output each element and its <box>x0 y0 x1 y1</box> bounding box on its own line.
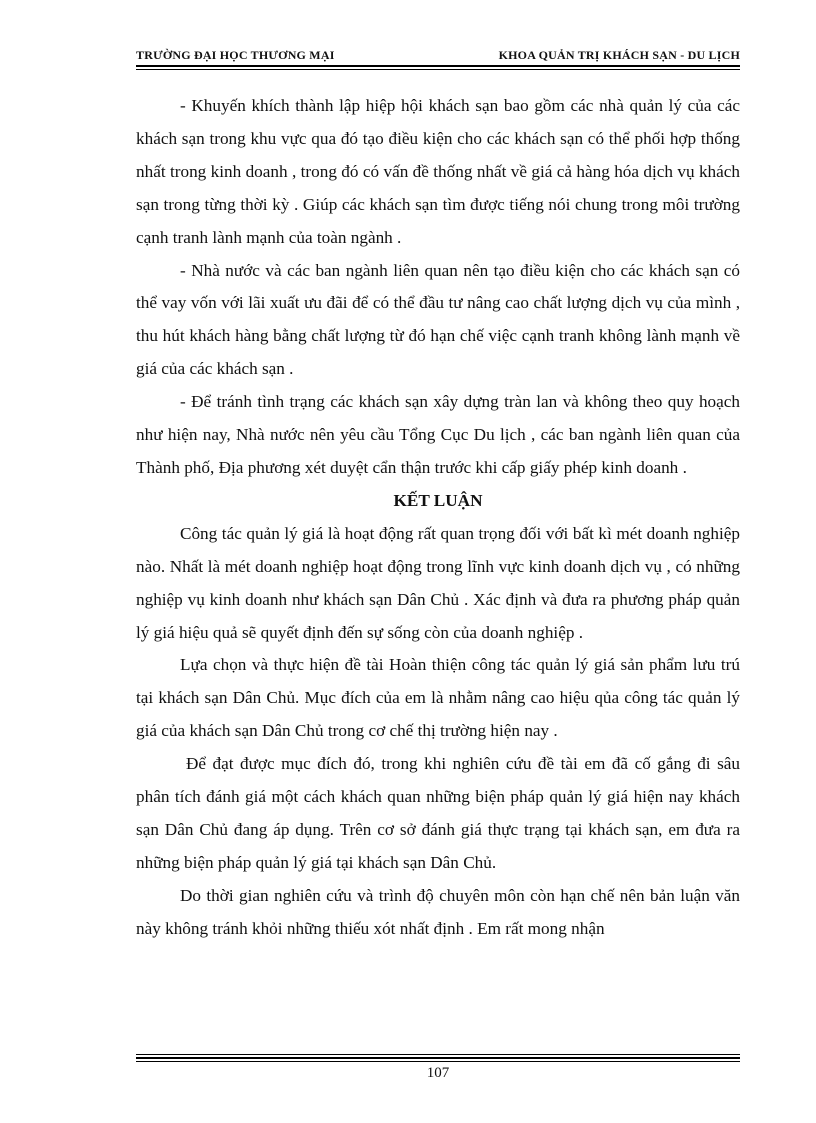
footer-rule-bottom <box>136 1061 740 1062</box>
page-header <box>136 48 740 66</box>
paragraph-state-loans: - Nhà nước và các ban ngành liên quan nên tạo điều kiện cho các khách sạn có thể vay vốn với lãi xuất ưu đãi để có thể đầu tư nâng cao chất lượng dịch vụ của mình , thu hút khách hàng bằng chất lượng từ đó hạn chế việc cạnh tranh không lành mạnh về giá của các khách sạn . <box>136 260 740 379</box>
paragraph-conclusion-1: Công tác quản lý giá là hoạt động rất quan trọng đối với bất kì mét doanh nghiệp nào. Nhất là mét doanh nghiệp hoạt động trong lĩnh vực kinh doanh dịch vụ , có những nghiệp vụ kinh doanh như khách sạn Dân Chủ . Xác định và đưa ra phương pháp quản lý giá hiệu quả sẽ quyết định đến sự sống còn của doanh nghiệp . <box>136 523 740 642</box>
paragraph-conclusion-4: Do thời gian nghiên cứu và trình độ chuyên môn còn hạn chế nên bản luận văn này không tránh khỏi những thiếu xót nhất định . Em rất mong nhận <box>136 885 740 938</box>
paragraph-conclusion-2: Lựa chọn và thực hiện đề tài Hoàn thiện công tác quản lý giá sản phẩm lưu trú tại khách sạn Dân Chủ. Mục đích của em là nhằm nâng cao hiệu qủa công tác quản lý giá của khách sạn Dân Chủ trong cơ chế thị trường hiện nay . <box>136 655 740 741</box>
document-body <box>136 90 740 946</box>
paragraph-conclusion-3: Để đạt được mục đích đó, trong khi nghiên cứu đề tài em đã cố gắng đi sâu phân tích đánh giá một cách khách quan những biện pháp quản lý giá hiện nay khách sạn Dân Chủ đang áp dụng. Trên cơ sở đánh giá thực trạng tại khách sạn, em đưa ra những biện pháp quản lý giá tại khách sạn Dân Chủ. <box>136 754 740 872</box>
footer-rule-middle <box>136 1057 740 1059</box>
header-university: TRƯỜNG ĐẠI HỌC THƯƠNG MẠI <box>136 48 335 62</box>
header-rule-thin <box>136 69 740 70</box>
header-rule <box>136 65 740 67</box>
header-faculty: KHOA QUẢN TRỊ KHÁCH SẠN - DU LỊCH <box>498 48 740 62</box>
section-heading-conclusion: KẾT LUẬN <box>393 490 483 510</box>
paragraph-hotel-association: - Khuyến khích thành lập hiệp hội khách sạn bao gồm các nhà quản lý của các khách sạn trong khu vực qua đó tạo điều kiện cho các khách sạn có thể phối hợp thống nhất trong kinh doanh , trong đó có vấn đề thống nhất về giá cả hàng hóa dịch vụ khách sạn trong từng thời kỳ . Giúp các khách sạn tìm được tiếng nói chung trong môi trường cạnh tranh lành mạnh của toàn ngành . <box>136 96 740 247</box>
paragraph-licensing: - Để tránh tình trạng các khách sạn xây dựng tràn lan và không theo quy hoạch như hiện nay, Nhà nước nên yêu cầu Tổng Cục Du lịch , các ban ngành liên quan của Thành phố, Địa phương xét duyệt cẩn thận trước khi cấp giấy phép kinh doanh . <box>136 392 740 477</box>
footer-rule-top <box>136 1054 740 1055</box>
page-number: 107 <box>426 1065 450 1081</box>
